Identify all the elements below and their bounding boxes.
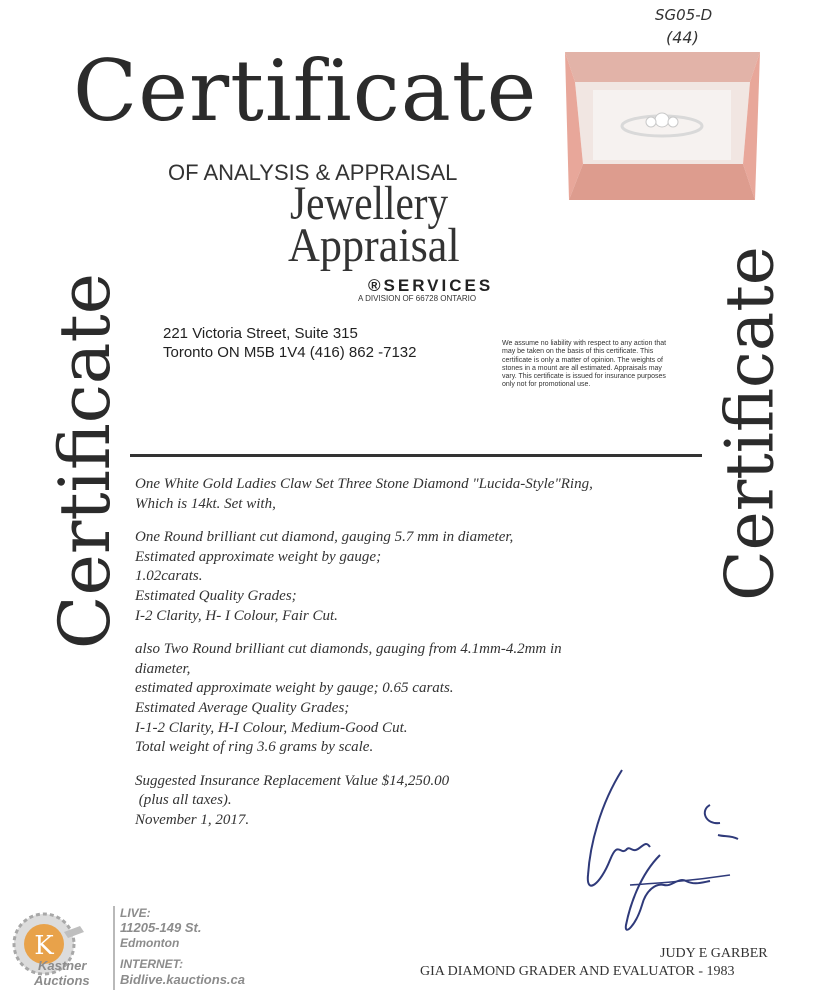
horizontal-divider	[130, 454, 702, 457]
liability-disclaimer: We assume no liability with respect to any action that may be taken on the basis of this certificate. This certificate is only a matter of opinion. The weights of stones in a mount are all estimated. Appraisals may vary. This certificate is issued for insurance purposes only not for promotional use.	[502, 340, 667, 389]
internet-url[interactable]: Bidlive.kauctions.ca	[120, 972, 245, 987]
company-name-line1: Jewellery	[290, 177, 449, 230]
company-tagline: OF ANALYSIS & APPRAISAL	[168, 160, 458, 185]
address-line-2: Toronto ON M5B 1V4 (416) 862 -7132	[163, 344, 417, 361]
description-line: estimated approximate weight by gauge; 0.65 carats.	[135, 680, 454, 697]
description-line: I-2 Clarity, H- I Colour, Fair Cut.	[135, 607, 338, 624]
description-line: Estimated Quality Grades;	[135, 587, 297, 604]
handwritten-code: SG05-D	[655, 6, 713, 24]
description-line: One Round brilliant cut diamond, gauging 5.7 mm in diameter,	[135, 529, 514, 546]
appraisal-description	[135, 475, 625, 831]
logo-wordmark	[10, 958, 105, 994]
signature	[560, 765, 760, 945]
certificate-title: Certificate	[73, 42, 538, 140]
insurance-value-line: Suggested Insurance Replacement Value $14,250.00	[135, 772, 450, 789]
description-line: 1.02carats.	[135, 568, 203, 585]
handwritten-lot: (44)	[666, 28, 699, 47]
logo-text-top: Kastner	[38, 958, 87, 973]
signer-name: JUDY E GARBER	[660, 946, 768, 961]
live-address-line2: Edmonton	[120, 936, 180, 950]
live-label: LIVE:	[120, 906, 151, 920]
description-line: Which is 14kt. Set with,	[135, 495, 276, 512]
signer-title: GIA DIAMOND GRADER AND EVALUATOR - 1983	[420, 964, 735, 979]
date-line: November 1, 2017.	[135, 811, 250, 828]
live-address-line1: 11205-149 St.	[120, 920, 202, 935]
description-line: diameter,	[135, 660, 191, 677]
description-line: Estimated Average Quality Grades;	[135, 699, 350, 716]
footer-divider	[113, 906, 115, 990]
ring-photo	[565, 52, 760, 202]
description-line: Total weight of ring 3.6 grams by scale.	[135, 739, 374, 756]
svg-text:K: K	[34, 931, 54, 961]
address-line-1: 221 Victoria Street, Suite 315	[163, 325, 358, 342]
taxes-line: (plus all taxes).	[135, 792, 232, 809]
description-line: also Two Round brilliant cut diamonds, gauging from 4.1mm-4.2mm in	[135, 641, 562, 658]
logo-text-bottom: Auctions	[34, 973, 90, 988]
description-line: I-1-2 Clarity, H-I Colour, Medium-Good Cut.	[135, 719, 408, 736]
side-title-right: Certificate	[711, 246, 789, 601]
company-services: ®SERVICES	[368, 276, 494, 295]
description-line: Estimated approximate weight by gauge;	[135, 548, 382, 565]
description-line: One White Gold Ladies Claw Set Three Stone Diamond "Lucida-Style"Ring,	[135, 476, 593, 492]
side-title-left: Certificate	[44, 272, 126, 650]
internet-label: INTERNET:	[120, 957, 184, 971]
company-division: A DIVISION OF 66728 ONTARIO	[358, 294, 477, 303]
company-name-line2: Appraisal	[288, 219, 460, 272]
